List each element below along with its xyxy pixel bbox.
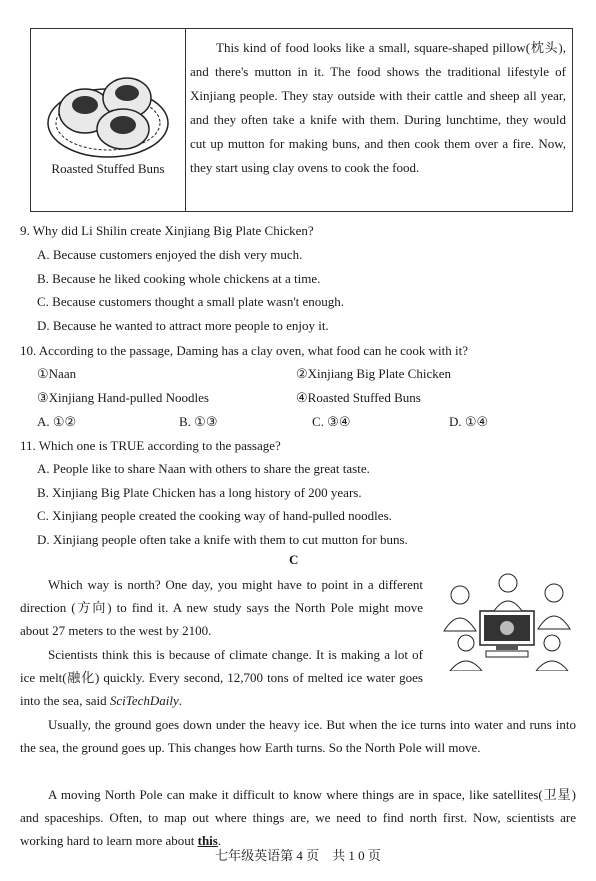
q10-choice-b: B. ①③ [179, 414, 218, 429]
question-9-stem: 9. Why did Li Shilin create Xinjiang Big Plate Chicken? [20, 223, 314, 238]
section-c-paragraph-3: Usually, the ground goes down under the heavy ice. But when the ice turns into water and runs into the sea, the ground goes up. This changes how Earth turns. So the North Pole will move. [20, 717, 576, 755]
page-footer: 七年级英语第 4 页 共 1 0 页 [215, 848, 381, 863]
q9-option-c: C. Because customers thought a small plate wasn't enough. [37, 294, 345, 309]
q10-choice-c: C. ③④ [312, 414, 351, 429]
q11-option-b: B. Xinjiang Big Plate Chicken has a long history of 200 years. [37, 485, 362, 500]
q10-item-2: ②Xinjiang Big Plate Chicken [296, 366, 451, 381]
question-11-stem: 11. Which one is TRUE according to the passage? [20, 438, 281, 453]
question-10-stem: 10. According to the passage, Daming has a clay oven, what food can he cook with it? [20, 343, 469, 358]
food-caption: Roasted Stuffed Buns [51, 161, 165, 176]
q10-item-1: ①Naan [37, 366, 77, 381]
section-c-paragraph-2 [20, 643, 423, 712]
source-name: SciTechDaily [109, 693, 179, 708]
paragraph-4-end: . [217, 833, 222, 848]
paragraph-4-text: A moving North Pole can make it difficult to know where things are in space, like satellites(卫星) and spaceships. Often, to map out where things are, we need to find north first. Now, scientists are working hard to learn more about [20, 787, 576, 848]
q9-option-d: D. Because he wanted to attract more people to enjoy it. [37, 318, 329, 333]
scientists-at-computer-illustration [436, 571, 578, 671]
section-c-paragraph-4 [20, 783, 576, 852]
q10-choice-a: A. ①② [37, 414, 77, 429]
q11-option-a: A. People like to share Naan with others to share the great taste. [37, 461, 370, 476]
highlighted-word-this: this [197, 833, 218, 848]
paragraph-2-end: . [178, 693, 182, 708]
food-description-text: This kind of food looks like a small, square-shaped pillow(枕头), and there's mutton in it. The food shows the traditional lifestyle of Xinjiang people. They stay outside with their cattle and sheep all year, and they often take a knife with them. During lunchtime, they would cut up mutton for making buns, and then cook them over a fire. Now, they start using clay ovens to cook the food. [190, 40, 566, 175]
food-description [190, 36, 566, 180]
section-c-paragraph-1: Which way is north? One day, you might have to point in a different direction (方向) to find it. A new study says the North Pole might move about 27 meters to the west by 2100. [20, 577, 423, 638]
q9-option-a: A. Because customers enjoyed the dish very much. [37, 247, 303, 262]
q10-choice-d: D. ①④ [449, 414, 489, 429]
q10-item-3: ③Xinjiang Hand-pulled Noodles [37, 390, 209, 405]
q10-item-4: ④Roasted Stuffed Buns [296, 390, 421, 405]
paragraph-2-text: Scientists think this is because of climate change. It is making a lot of ice melt(融化) quickly. Every second, 12,700 tons of melted ice water goes into the sea, said [20, 647, 423, 708]
food-image-cell [31, 29, 186, 211]
section-c-heading: C [289, 552, 299, 567]
q11-option-d: D. Xinjiang people often take a knife with them to cut mutton for buns. [37, 532, 408, 547]
roasted-buns-illustration [45, 43, 171, 169]
q9-option-b: B. Because he liked cooking whole chickens at a time. [37, 271, 321, 286]
q11-option-c: C. Xinjiang people created the cooking way of hand-pulled noodles. [37, 508, 392, 523]
